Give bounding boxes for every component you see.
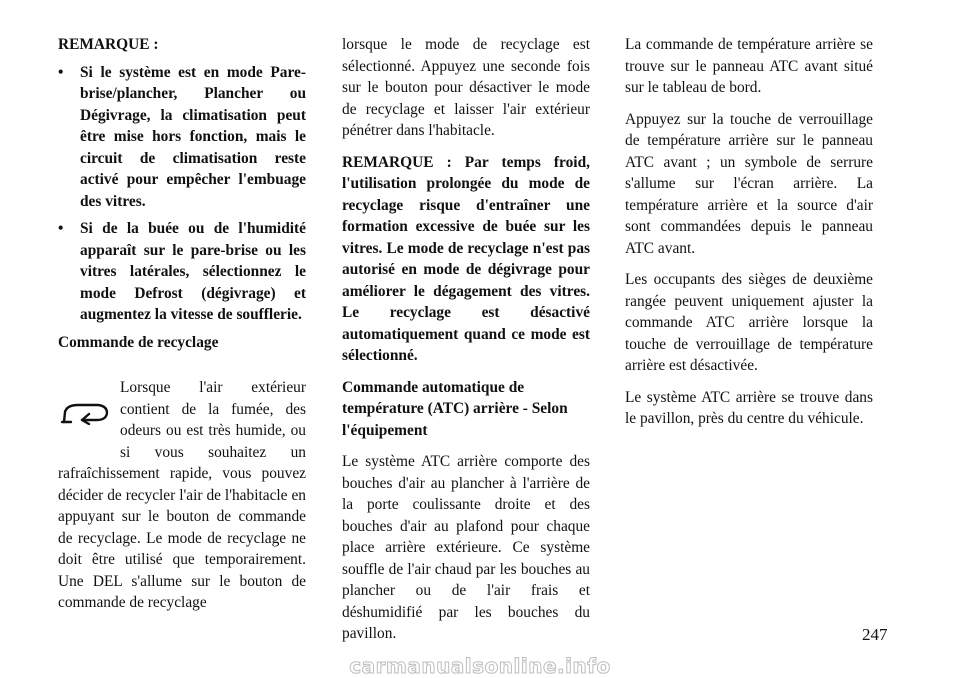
column-left: [58, 34, 306, 614]
note-bullet-2-text: Si de la buée ou de l'humidité apparaît sur le pare-brise ou les vitres latérales, sélectionnez le mode Defrost (dégivrage) et augmentez la vitesse de soufflerie.: [80, 220, 306, 323]
recycle-text: Lorsque l'air extérieur contient de la fumée, des odeurs ou est très humide, ou si vous souhaitez un rafraîchissement rapide, vous pouvez décider de recycler l'air de l'habitacle en appuyant sur le bouton de commande de recyclage. Le mode de recyclage ne doit être utilisé que temporairement. Une DEL s'allume sur le bouton de commande de recyclage: [58, 379, 306, 611]
rear-atc-heading: Commande automatique de température (ATC) arrière - Selon l'équipement: [342, 378, 568, 439]
page-number: 247: [862, 625, 888, 644]
note-bullet-list: [58, 62, 306, 326]
second-row-occupants-note: Les occupants des sièges de deuxième rangée peuvent uniquement ajuster la commande ATC arrière lorsque la touche de verrouillage de température arrière est désactivée.: [625, 271, 873, 374]
cold-weather-note: REMARQUE : Par temps froid, l'utilisation prolongée du mode de recyclage risque d'entraîner une formation excessive de buée sur les vitres. Le mode de recyclage n'est pas autorisé en mode de dégivrage pour améliorer le dégagement des vitres. Le recyclage est désactivé automatiquement quand ce mode est sélectionné.: [342, 153, 590, 364]
rear-temp-lock-instructions: Appuyez sur la touche de verrouillage de température arrière sur le panneau ATC avant ; un symbole de serrure s'allume sur l'écran arrière. La température arrière et la source d'air sont commandées depuis le panneau ATC avant.: [625, 110, 873, 257]
rear-temp-control-location: La commande de température arrière se trouve sur le panneau ATC avant situé sur le tableau de bord.: [625, 36, 873, 96]
note-bullet-1: [58, 62, 306, 213]
watermark: carmanualsonline.info: [0, 654, 960, 678]
note-label: REMARQUE :: [58, 36, 159, 53]
column-right: [625, 34, 873, 430]
recycle-text-continued: lorsque le mode de recyclage est sélectionné. Appuyez une seconde fois sur le bouton pour désactiver le mode de recyclage et laisser l'air extérieur pénétrer dans l'habitacle.: [342, 36, 590, 139]
recycle-section: [58, 377, 306, 614]
rear-atc-location: Le système ATC arrière se trouve dans le pavillon, près du centre du véhicule.: [625, 388, 873, 427]
note-bullet-2: [58, 218, 306, 326]
bullet-icon: •: [58, 220, 64, 237]
recirculation-icon: [58, 377, 120, 463]
note-bullet-1-text: Si le système est en mode Pare-brise/plancher, Plancher ou Dégivrage, la climatisation peut être mise hors fonction, mais le circuit de climatisation reste activé pour empêcher l'embuage des vitres.: [80, 63, 306, 210]
rear-atc-description: Le système ATC arrière comporte des bouches d'air au plancher à l'arrière de la porte coulissante droite et des bouches d'air au plafond pour chaque place arrière extérieure. Ce système souffle de l'air chaud par les bouches au plancher ou de l'air frais et déshumidifié par les bouches du pavillon.: [342, 453, 590, 642]
recycle-heading: Commande de recyclage: [58, 333, 219, 351]
bullet-icon: •: [58, 63, 64, 81]
column-middle: [342, 34, 590, 645]
